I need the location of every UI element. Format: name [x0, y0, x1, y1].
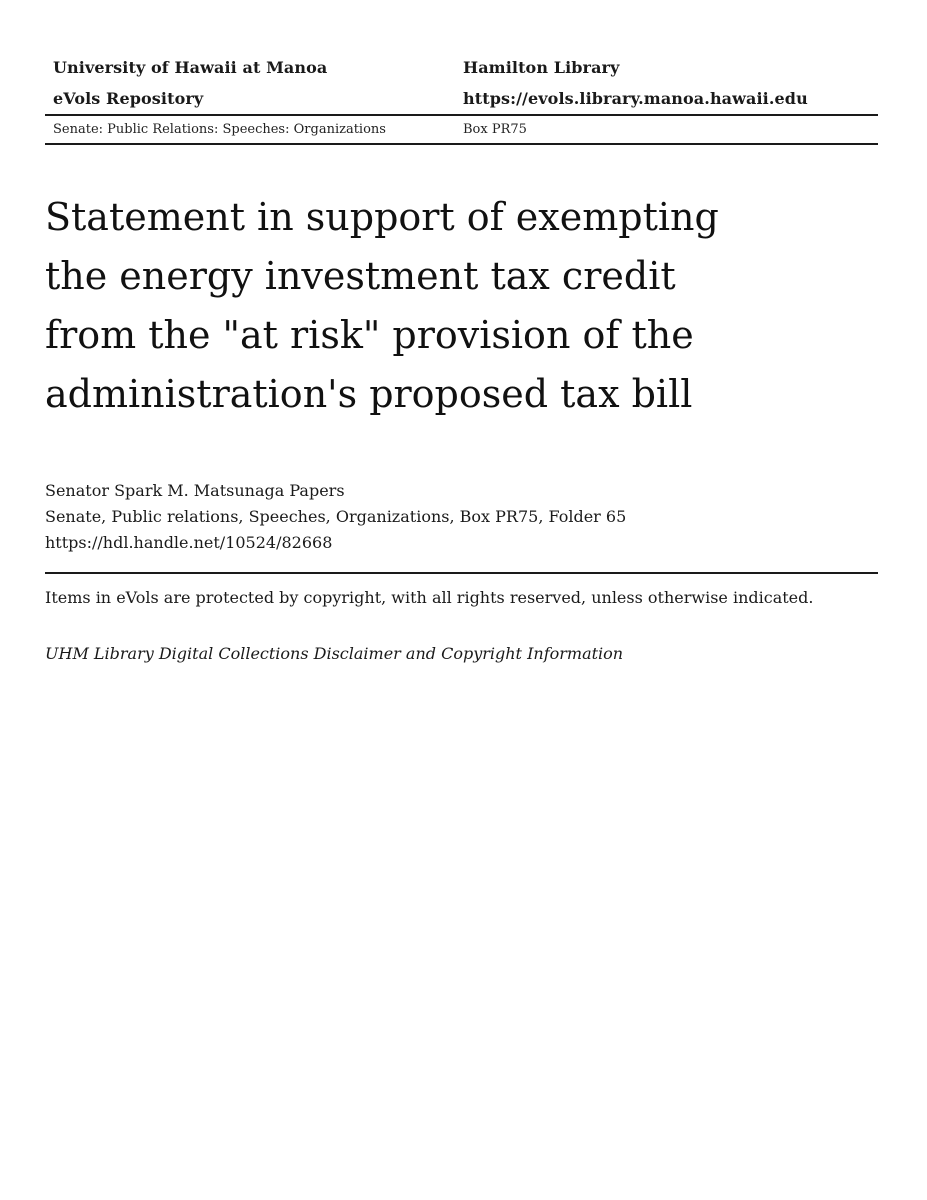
folder-location: Senate, Public relations, Speeches, Organizations, Box PR75, Folder 65 [45, 507, 627, 526]
box-label: Box PR75 [463, 122, 527, 137]
title-line: administration's proposed tax bill [45, 372, 693, 416]
institution-name: University of Hawaii at Manoa [53, 58, 328, 77]
document-metadata [45, 478, 626, 556]
handle-link[interactable]: https://hdl.handle.net/10524/82668 [45, 533, 333, 552]
header-row-3 [45, 116, 878, 143]
rights-statement: Items in eVols are protected by copyright, with all rights reserved, unless otherwise indicated. [45, 588, 814, 607]
section-divider [45, 572, 878, 574]
header-divider-bottom [45, 143, 878, 145]
disclaimer-link[interactable]: UHM Library Digital Collections Disclaimer and Copyright Information [45, 644, 624, 663]
title-line: from the "at risk" provision of the [45, 313, 694, 357]
library-name: Hamilton Library [463, 58, 620, 77]
collection-path: Senate: Public Relations: Speeches: Organizations [53, 122, 386, 137]
header-row-1 [45, 52, 878, 83]
repository-name: eVols Repository [53, 89, 204, 108]
document-header [45, 52, 878, 145]
document-title [45, 188, 765, 424]
repository-url[interactable]: https://evols.library.manoa.hawaii.edu [463, 89, 808, 108]
title-line: Statement in support of exempting [45, 195, 719, 239]
title-line: the energy investment tax credit [45, 254, 676, 298]
header-row-2 [45, 83, 878, 114]
collection-name: Senator Spark M. Matsunaga Papers [45, 481, 345, 500]
